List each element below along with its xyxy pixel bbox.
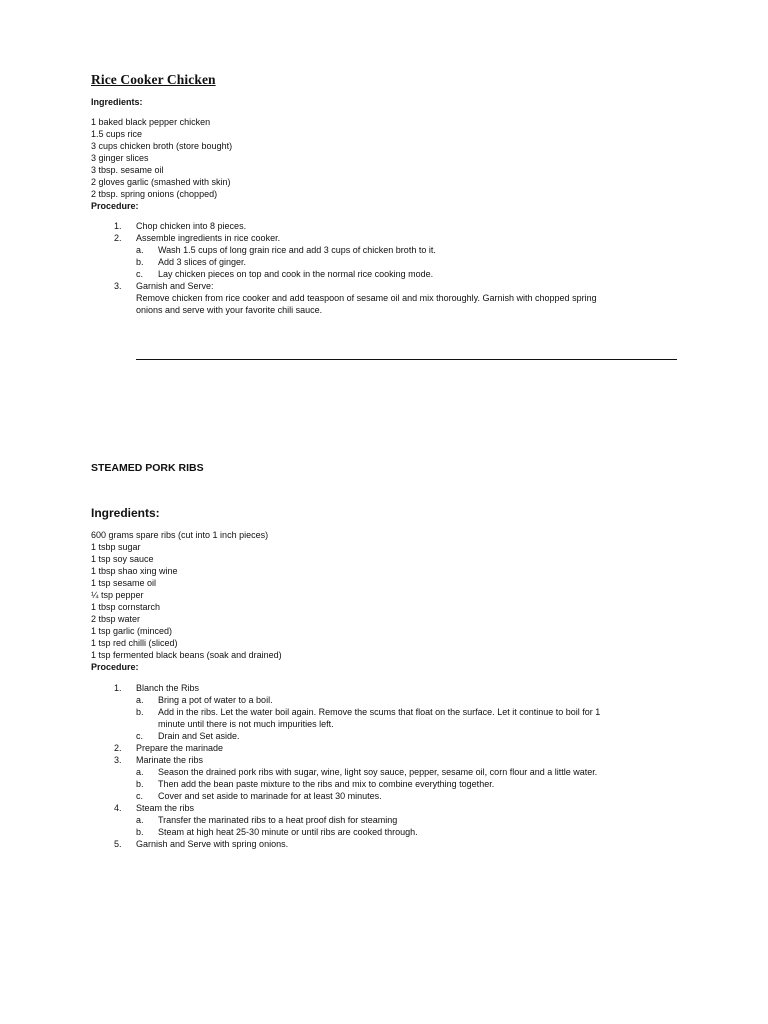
horizontal-divider xyxy=(136,359,677,360)
substep-letter: b. xyxy=(136,257,144,267)
procedure-substep xyxy=(0,268,768,280)
step-text: Blanch the Ribs xyxy=(136,683,200,693)
substep-letter: a. xyxy=(136,695,144,705)
substep-text: Drain and Set aside. xyxy=(158,731,240,741)
substep-text: Then add the bean paste mixture to the ribs and mix to combine everything together. xyxy=(158,779,495,789)
procedure-substep xyxy=(0,256,768,268)
step-text: Garnish and Serve with spring onions. xyxy=(136,839,289,849)
ingredient-item: 1.5 cups rice xyxy=(91,129,143,139)
procedure-label: Procedure: xyxy=(91,662,139,672)
ingredient-item: ¼ tsp pepper xyxy=(91,590,144,600)
ingredient-item: 3 cups chicken broth (store bought) xyxy=(91,141,233,151)
substep-letter: b. xyxy=(136,779,144,789)
substep-letter: a. xyxy=(136,815,144,825)
ingredients-list xyxy=(91,116,232,200)
substep-text: Bring a pot of water to a boil. xyxy=(158,695,273,705)
substep-text: Transfer the marinated ribs to a heat proof dish for steaming xyxy=(158,815,398,825)
ingredient-item: 2 tbsp water xyxy=(91,614,141,624)
ingredient-item: 1 tsp red chilli (sliced) xyxy=(91,638,178,648)
ingredient-item: 1 tbsp cornstarch xyxy=(91,602,161,612)
substep-text: Cover and set aside to marinade for at least 30 minutes. xyxy=(158,791,382,801)
ingredient-item: 1 tsbp sugar xyxy=(91,542,141,552)
step-number: 1. xyxy=(114,683,122,693)
procedure-label: Procedure: xyxy=(91,201,139,211)
substep-text: Lay chicken pieces on top and cook in the normal rice cooking mode. xyxy=(158,269,434,279)
ingredient-item: 2 gloves garlic (smashed with skin) xyxy=(91,177,231,187)
procedure-substep xyxy=(0,730,768,742)
procedure-step xyxy=(0,754,768,766)
procedure-list xyxy=(0,220,768,316)
ingredient-item: 1 tsp sesame oil xyxy=(91,578,157,588)
step-number: 2. xyxy=(114,233,122,243)
recipe-title: STEAMED PORK RIBS xyxy=(91,462,204,474)
substep-letter: b. xyxy=(136,827,144,837)
step-number: 3. xyxy=(114,755,122,765)
step-text: Marinate the ribs xyxy=(136,755,204,765)
ingredient-item: 1 tsp garlic (minced) xyxy=(91,626,173,636)
substep-letter: a. xyxy=(136,245,144,255)
step-number: 3. xyxy=(114,281,122,291)
substep-text: Wash 1.5 cups of long grain rice and add 3 cups of chicken broth to it. xyxy=(158,245,436,255)
ingredient-item: 1 tbsp shao xing wine xyxy=(91,566,178,576)
step-text: Remove chicken from rice cooker and add teaspoon of sesame oil and mix thoroughly. Garnish with chopped spring xyxy=(136,293,597,303)
step-number: 5. xyxy=(114,839,122,849)
procedure-list xyxy=(0,682,768,850)
ingredient-item: 1 tsp soy sauce xyxy=(91,554,154,564)
ingredient-item: 1 baked black pepper chicken xyxy=(91,117,211,127)
procedure-substep xyxy=(0,826,768,838)
recipe-title: Rice Cooker Chicken xyxy=(91,72,216,87)
procedure-step xyxy=(0,802,768,814)
step-number: 1. xyxy=(114,221,122,231)
procedure-continuation xyxy=(0,304,768,316)
ingredient-item: 3 tbsp. sesame oil xyxy=(91,165,164,175)
substep-letter: c. xyxy=(136,791,144,801)
ingredients-label: Ingredients: xyxy=(91,506,160,520)
procedure-step xyxy=(0,682,768,694)
procedure-step xyxy=(0,280,768,292)
procedure-substep xyxy=(0,766,768,778)
procedure-substep xyxy=(0,790,768,802)
procedure-step xyxy=(0,220,768,232)
step-text: Chop chicken into 8 pieces. xyxy=(136,221,247,231)
procedure-step xyxy=(0,838,768,850)
step-number: 2. xyxy=(114,743,122,753)
substep-text: Add in the ribs. Let the water boil again. Remove the scums that float on the surface. Let it continue to boil for 1 xyxy=(158,707,601,717)
procedure-substep xyxy=(0,706,768,718)
substep-letter: c. xyxy=(136,269,144,279)
procedure-substep xyxy=(0,814,768,826)
substep-text: minute until there is not much impurities left. xyxy=(158,719,334,729)
procedure-step xyxy=(0,232,768,244)
step-number: 4. xyxy=(114,803,122,813)
substep-letter: b. xyxy=(136,707,144,717)
substep-text: Add 3 slices of ginger. xyxy=(158,257,247,267)
procedure-substep xyxy=(0,694,768,706)
procedure-continuation xyxy=(0,718,768,730)
procedure-step xyxy=(0,742,768,754)
ingredients-list xyxy=(91,529,282,661)
step-text: onions and serve with your favorite chili sauce. xyxy=(136,305,323,315)
step-text: Garnish and Serve: xyxy=(136,281,214,291)
step-text: Assemble ingredients in rice cooker. xyxy=(136,233,281,243)
ingredient-item: 1 tsp fermented black beans (soak and drained) xyxy=(91,650,282,660)
procedure-continuation xyxy=(0,292,768,304)
substep-letter: a. xyxy=(136,767,144,777)
ingredient-item: 600 grams spare ribs (cut into 1 inch pieces) xyxy=(91,530,269,540)
ingredient-item: 2 tbsp. spring onions (chopped) xyxy=(91,189,218,199)
procedure-substep xyxy=(0,778,768,790)
substep-text: Steam at high heat 25-30 minute or until ribs are cooked through. xyxy=(158,827,418,837)
ingredients-label: Ingredients: xyxy=(91,97,143,107)
substep-text: Season the drained pork ribs with sugar, wine, light soy sauce, pepper, sesame oil, corn flour and a little water. xyxy=(158,767,598,777)
ingredient-item: 3 ginger slices xyxy=(91,153,149,163)
step-text: Prepare the marinade xyxy=(136,743,224,753)
procedure-substep xyxy=(0,244,768,256)
step-text: Steam the ribs xyxy=(136,803,195,813)
substep-letter: c. xyxy=(136,731,144,741)
